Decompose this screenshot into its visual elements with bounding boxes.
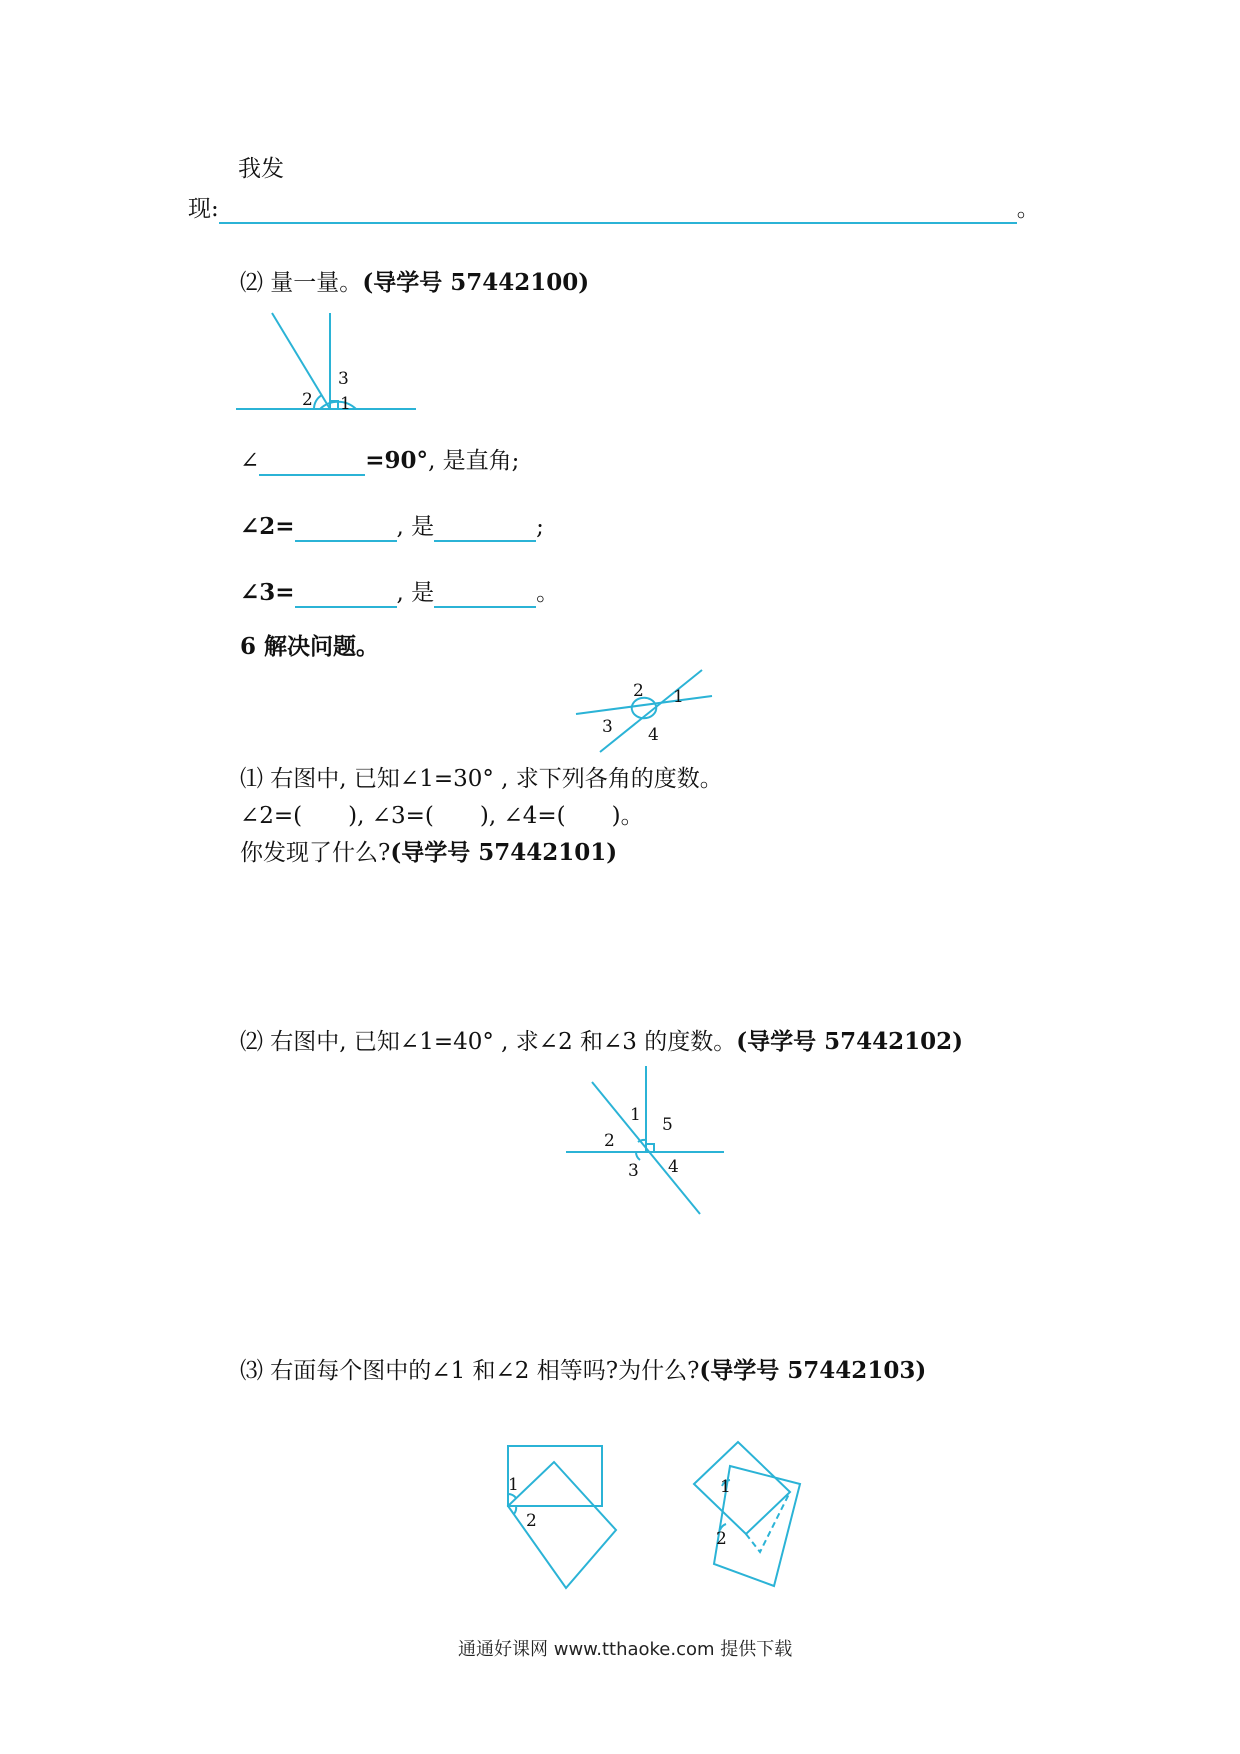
angle3-end: 。	[536, 580, 560, 606]
fig2-label-3: 3	[602, 717, 613, 737]
fig3-label-5: 5	[662, 1115, 673, 1135]
fig2-label-4: 4	[648, 725, 659, 745]
discover-blank[interactable]	[219, 196, 1017, 224]
q5-2-line3	[240, 578, 559, 608]
fig3-label-3: 3	[628, 1161, 639, 1181]
fig3-label-4: 4	[668, 1157, 679, 1177]
fig3-label-1: 1	[630, 1105, 641, 1125]
figure-folded-rect-left	[500, 1440, 630, 1600]
q5-2-line2	[240, 512, 544, 542]
fig2-label-1: 1	[673, 687, 684, 707]
angle3-is: , 是	[396, 580, 435, 606]
q6-p3-code: (导学号 57442103)	[699, 1357, 927, 1384]
q6-p2-text: ⑵ 右图中, 已知∠1=40° , 求∠2 和∠3 的度数。	[240, 1029, 737, 1055]
figure-intersecting-lines	[570, 662, 720, 762]
fig5-label-1: 1	[720, 1477, 731, 1497]
figure-folded-rect-right	[686, 1436, 816, 1596]
angle2-label: ∠2=	[240, 513, 295, 540]
discover-prefix: 现:	[188, 196, 219, 222]
q6-p1-ask-line	[240, 838, 617, 868]
fig1-label-3: 3	[338, 369, 349, 389]
q5-2-title-text: ⑵ 量一量。	[240, 270, 363, 296]
blank-angle-name[interactable]	[259, 448, 365, 476]
q5-2-line1	[240, 446, 519, 476]
figure-five-angles	[560, 1062, 730, 1222]
fig4-label-2: 2	[526, 1511, 537, 1531]
blank-angle2-degree[interactable]	[295, 514, 397, 542]
discover-end: 。	[1016, 196, 1040, 222]
q6-p1-ask: 你发现了什么?	[240, 840, 391, 866]
fig4-label-1: 1	[508, 1475, 519, 1495]
q6-p1-code: (导学号 57442101)	[390, 839, 618, 866]
q6-p1-text: ⑴ 右图中, 已知∠1=30° , 求下列各角的度数。	[240, 766, 723, 792]
is-right-angle: , 是直角;	[428, 448, 520, 474]
angle3-label: ∠3=	[240, 579, 295, 606]
fig2-label-2: 2	[633, 681, 644, 701]
fig1-label-1: 1	[340, 394, 351, 414]
blank-angle3-degree[interactable]	[295, 580, 397, 608]
angle2-end: ;	[536, 514, 544, 540]
q5-2-title	[240, 268, 589, 298]
q6-p2-line	[240, 1027, 963, 1057]
fig5-label-2: 2	[716, 1529, 727, 1549]
q6-p2-code: (导学号 57442102)	[736, 1028, 964, 1055]
blank-angle2-type[interactable]	[434, 514, 536, 542]
fig1-label-2: 2	[302, 390, 313, 410]
blank-angle3-type[interactable]	[434, 580, 536, 608]
discover-label-2	[188, 194, 1040, 224]
q5-2-code: (导学号 57442100)	[362, 269, 590, 296]
angle-symbol: ∠	[240, 448, 260, 474]
angle2-is: , 是	[396, 514, 435, 540]
fig3-label-2: 2	[604, 1131, 615, 1151]
figure-angles-measure	[230, 305, 430, 420]
discover-label-1: 我发	[238, 156, 284, 182]
ninety-degrees: =90°	[365, 447, 429, 474]
q6-p1-answers: ∠2=( ), ∠3=( ), ∠4=( )。	[240, 803, 644, 829]
q6-title: 6 解决问题。	[240, 633, 380, 660]
q6-p3-line	[240, 1356, 926, 1386]
q6-p3-text: ⑶ 右面每个图中的∠1 和∠2 相等吗?为什么?	[240, 1358, 700, 1384]
footer-text: 通通好课网 www.tthaoke.com 提供下载	[458, 1639, 793, 1660]
